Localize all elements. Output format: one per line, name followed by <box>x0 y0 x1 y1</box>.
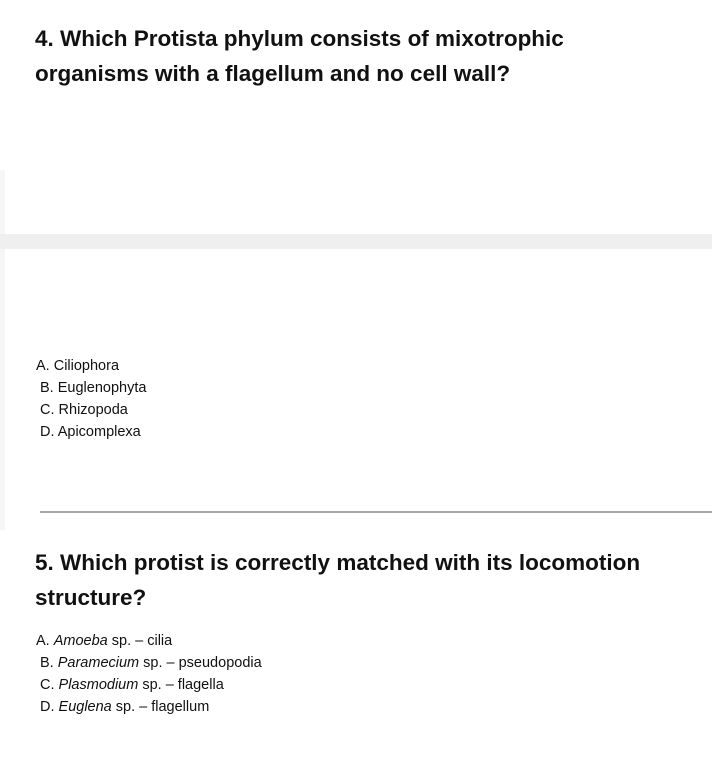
option-genus: Plasmodium <box>58 677 139 693</box>
option-b <box>36 652 262 674</box>
option-d: D. Apicomplexa <box>40 424 141 440</box>
option-c <box>36 674 262 696</box>
left-edge-shadow <box>0 170 5 530</box>
divider-line <box>40 511 712 513</box>
section-separator-band <box>0 234 712 249</box>
question-5-line-2: structure? <box>35 585 147 610</box>
option-text: sp. – flagella <box>138 677 224 693</box>
option-genus: Amoeba <box>53 633 108 649</box>
option-letter: A. <box>36 633 54 649</box>
option-a: A. Ciliophora <box>36 358 120 374</box>
option-letter: B. <box>40 655 58 671</box>
question-5-line-1: 5. Which protist is correctly matched with its locomotion <box>35 550 641 575</box>
option-c: C. Rhizopoda <box>40 402 128 418</box>
question-4-line-1: 4. Which Protista phylum consists of mixotrophic <box>35 26 564 51</box>
question-5-title <box>35 545 640 615</box>
option-genus: Euglena <box>58 699 112 715</box>
option-letter: D. <box>40 699 59 715</box>
option-text: sp. – pseudopodia <box>139 655 262 671</box>
question-4-options <box>36 355 146 443</box>
option-genus: Paramecium <box>57 655 140 671</box>
option-d <box>36 696 262 718</box>
option-letter: C. <box>40 677 59 693</box>
question-4-line-2: organisms with a flagellum and no cell wall? <box>35 61 511 86</box>
question-4-title <box>35 21 564 91</box>
option-a <box>36 630 262 652</box>
option-text: sp. – flagellum <box>111 699 210 715</box>
option-b: B. Euglenophyta <box>40 380 147 396</box>
option-text: sp. – cilia <box>107 633 173 649</box>
question-5-options <box>36 630 262 718</box>
